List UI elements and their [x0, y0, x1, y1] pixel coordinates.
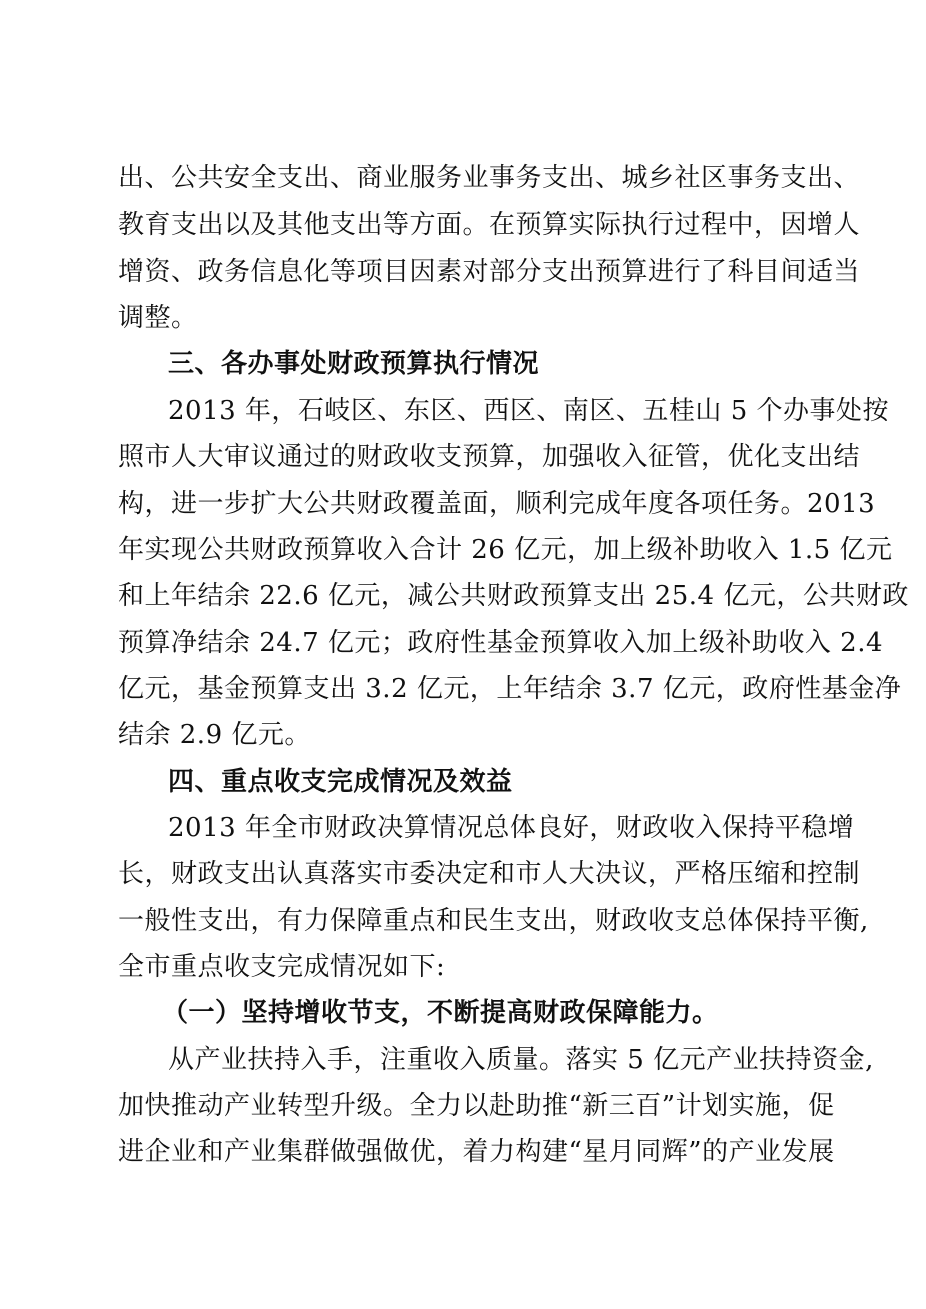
paragraph-line: 调整。 — [118, 303, 198, 333]
paragraph-line: 加快推动产业转型升级。全力以赴助推“新三百”计划实施，促 — [118, 1091, 835, 1121]
paragraph-line: 出、公共安全支出、商业服务业事务支出、城乡社区事务支出、 — [118, 163, 861, 193]
paragraph-line: 2013 年，石岐区、东区、西区、南区、五桂山 5 个办事处按 — [168, 396, 890, 426]
section-heading: 四、重点收支完成情况及效益 — [168, 767, 513, 797]
paragraph-line: 2013 年全市财政决算情况总体良好，财政收入保持平稳增 — [168, 813, 855, 843]
paragraph-line: 预算净结余 24.7 亿元；政府性基金预算收入加上级补助收入 2.4 — [118, 628, 884, 658]
paragraph-line: 长，财政支出认真落实市委决定和市人大决议，严格压缩和控制 — [118, 859, 861, 889]
section-heading: 三、各办事处财政预算执行情况 — [168, 349, 540, 379]
paragraph-line: 和上年结余 22.6 亿元，减公共财政预算支出 25.4 亿元，公共财政 — [118, 581, 909, 611]
paragraph-line: 全市重点收支完成情况如下: — [118, 952, 446, 982]
paragraph-line: 照市人大审议通过的财政收支预算，加强收入征管，优化支出结 — [118, 442, 861, 472]
paragraph-line: 年实现公共财政预算收入合计 26 亿元，加上级补助收入 1.5 亿元 — [118, 535, 893, 565]
paragraph-line: 一般性支出，有力保障重点和民生支出，财政收支总体保持平衡, — [118, 906, 869, 936]
subsection-heading: （一）坚持增收节支，不断提高财政保障能力。 — [162, 998, 719, 1028]
paragraph-line: 增资、政务信息化等项目因素对部分支出预算进行了科目间适当 — [118, 257, 861, 287]
paragraph-line: 教育支出以及其他支出等方面。在预算实际执行过程中，因增人 — [118, 210, 861, 240]
paragraph-line: 亿元，基金预算支出 3.2 亿元，上年结余 3.7 亿元，政府性基金净 — [118, 674, 902, 704]
paragraph-line: 结余 2.9 亿元。 — [118, 720, 311, 750]
paragraph-line: 进企业和产业集群做强做优，着力构建“星月同辉”的产业发展 — [118, 1137, 835, 1167]
paragraph-line: 构，进一步扩大公共财政覆盖面，顺利完成年度各项任务。2013 — [118, 489, 876, 519]
paragraph-line: 从产业扶持入手，注重收入质量。落实 5 亿元产业扶持资金, — [168, 1045, 874, 1075]
